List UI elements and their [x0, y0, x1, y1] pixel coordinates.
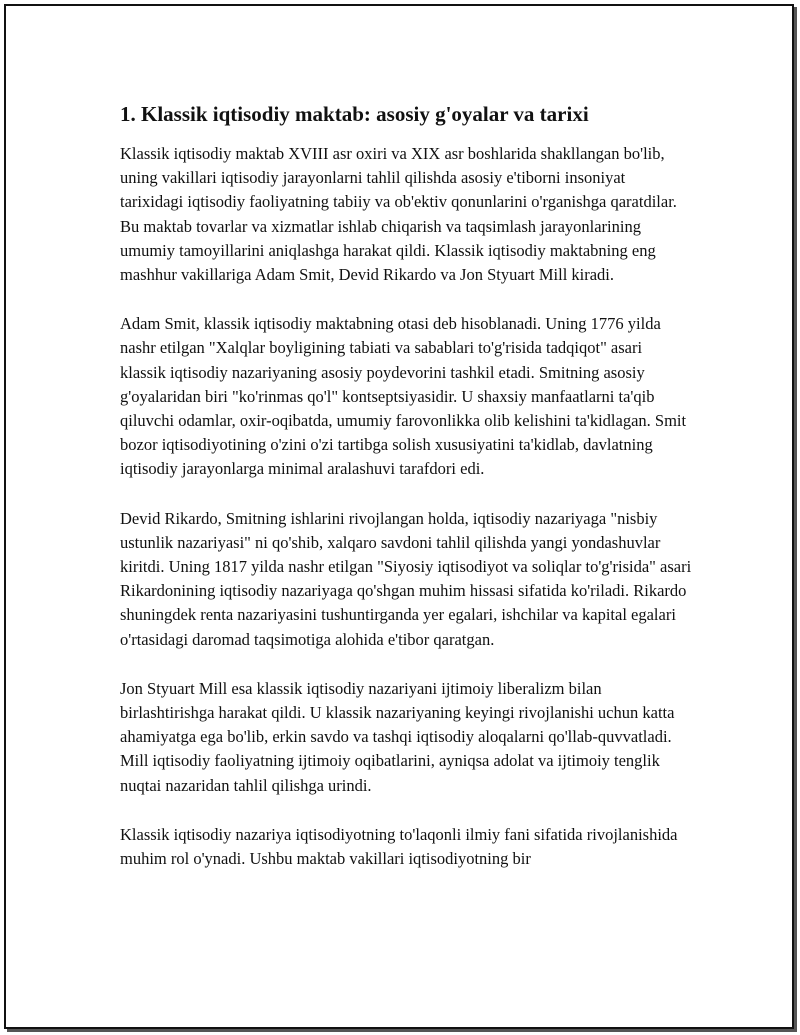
paragraph-adam-smit: Adam Smit, klassik iqtisodiy maktabning otasi deb hisoblanadi. Uning 1776 yilda nashr etilgan "Xalqlar boyligining tabiati va sabablari to'g'risida tadqiqot" asari klassik iqtisodiy nazariyaning asosiy poydevorini tashkil etadi. Smitning asosiy g'oyalaridan biri "ko'rinmas qo'l" kontseptsiyasidir. U shaxsiy manfaatlarni ta'qib qiluvchi odamlar, oxir-oqibatda, umumiy farovonlikka olib kelishini ta'kidlagan. Smit bozor iqtisodiyotining o'zini o'zi tartibga solish xususiyatini ta'kidlab, davlatning iqtisodiy jarayonlarga minimal aralashuvi tarafdori edi.	[120, 314, 687, 479]
paragraph-devid-rikardo: Devid Rikardo, Smitning ishlarini rivojlangan holda, iqtisodiy nazariyaga "nisbiy ustunlik nazariyasi" ni qo'shib, xalqaro savdoni tahlil qilishda yangi yondashuvlar kiritdi. Uning 1817 yilda nashr etilgan "Siyosiy iqtisodiyot va soliqlar to'g'risida" asari Rikardonining iqtisodiy nazariyaga qo'shgan muhim hissasi sifatida ko'riladi. Rikardo shuningdek renta nazariyasini tushuntirganda yer egalari, ishchilar va kapital egalari o'rtasidagi daromad taqsimotiga alohida e'tibor qaratgan.	[120, 508, 692, 649]
document-body	[120, 100, 692, 871]
paragraph-jon-styuart-mill: Jon Styuart Mill esa klassik iqtisodiy nazariyani ijtimoiy liberalizm bilan birlashtirishga harakat qildi. U klassik nazariyaning keyingi rivojlanishi uchun katta ahamiyatga ega bo'lib, erkin savdo va tashqi iqtisodiy aloqalarni qo'llab-quvvatladi. Mill iqtisodiy faoliyatning ijtimoiy oqibatlarini, ayniqsa adolat va ijtimoiy tenglik nuqtai nazaridan tahlil qilishga urindi.	[120, 678, 675, 795]
paragraph-intro: Klassik iqtisodiy maktab XVIII asr oxiri va XIX asr boshlarida shakllangan bo'lib, uning vakillari iqtisodiy jarayonlarni tahlil qilishda asosiy e'tiborni insoniyat tarixidagi iqtisodiy faoliyatning tabiiy va ob'ektiv qonunlarini o'rganishga qaratdilar. Bu maktab tovarlar va xizmatlar ishlab chiqarish va taqsimlash jarayonlarining umumiy tamoyillarini aniqlashga harakat qildi. Klassik iqtisodiy maktabning eng mashhur vakillariga Adam Smit, Devid Rikardo va Jon Styuart Mill kiradi.	[120, 144, 677, 285]
document-page	[4, 4, 794, 1029]
paragraph-conclusion: Klassik iqtisodiy nazariya iqtisodiyotning to'laqonli ilmiy fani sifatida rivojlanishida muhim rol o'ynadi. Ushbu maktab vakillari iqtisodiyotning bir	[120, 824, 678, 869]
section-heading: 1. Klassik iqtisodiy maktab: asosiy g'oyalar va tarixi	[120, 102, 589, 126]
